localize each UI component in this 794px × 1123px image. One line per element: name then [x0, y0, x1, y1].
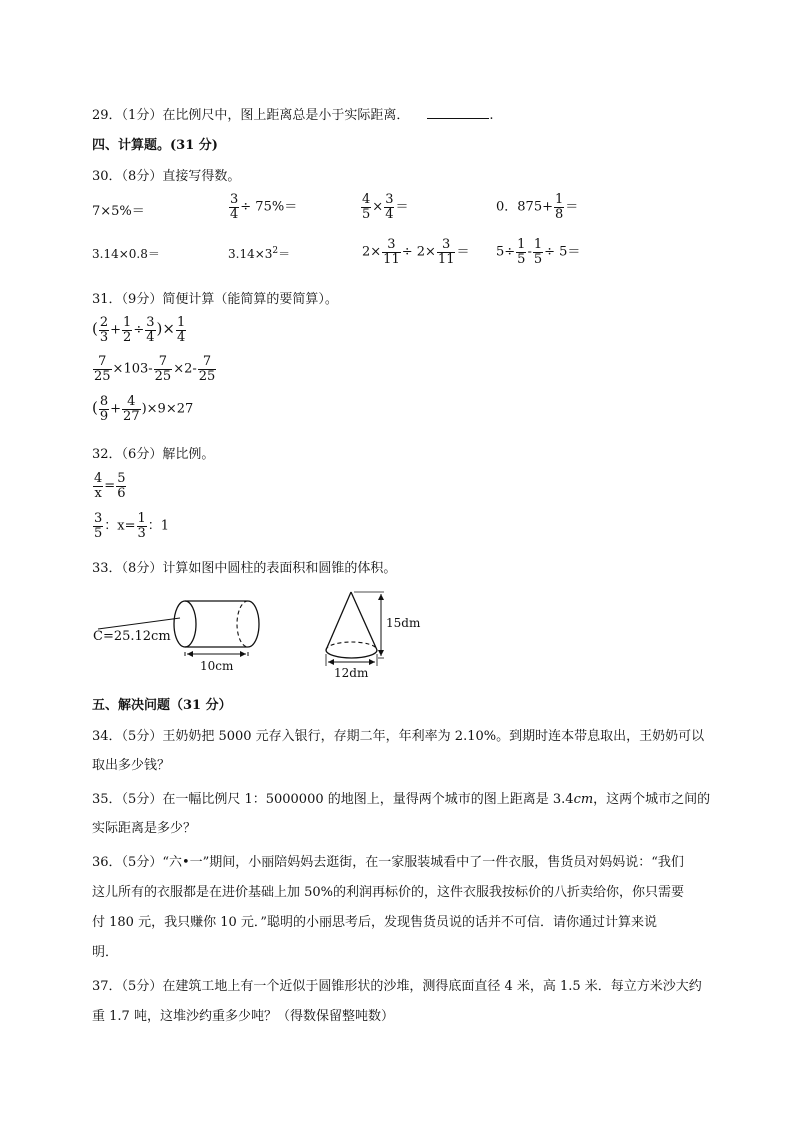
cone-height-label: 15dm: [386, 616, 421, 630]
q30-item-e: 3.14×0.8＝: [92, 247, 160, 261]
question-30-title: 30．（8分）直接写得数。: [92, 169, 241, 184]
fraction: $\frac{7}{25}$: [94, 354, 111, 384]
fraction: $\frac{2}{3}$: [99, 315, 109, 345]
cylinder-length-label: 10cm: [200, 659, 234, 673]
question-36-line-4: 明．: [92, 945, 119, 960]
fraction: $\frac{3}{4}$: [385, 192, 394, 222]
question-33-title: 33．（8分）计算如图中圆柱的表面积和圆锥的体积。: [92, 561, 397, 576]
q30-item-a: 7×5%＝: [92, 204, 145, 219]
question-35-line-2: 实际距离是多少？: [92, 821, 197, 836]
cylinder-cone-figure: [88, 588, 438, 683]
fraction: $\frac{5}{6}$: [117, 471, 126, 501]
fraction: $\frac{1}{8}$: [554, 192, 564, 222]
fraction: $\frac{3}{11}$: [437, 237, 455, 267]
question-29-text: 29．（1分）在比例尺中，图上距离总是小于实际距离．: [92, 108, 410, 123]
fraction: $\frac{7}{25}$: [154, 354, 172, 384]
fraction: $\frac{1}{3}$: [137, 511, 146, 541]
question-36-line-1: 36．（5分）“六•一”期间，小丽陪妈妈去逛街，在一家服装城看中了一件衣服，售货员对妈妈说：“我们: [92, 855, 684, 870]
fraction: $\frac{4}{x}$: [94, 471, 103, 501]
question-37-line-1: 37．（5分）在建筑工地上有一个近似于圆锥形状的沙堆，测得底面直径 4 米，高 1.5 米．每立方米沙大约: [92, 979, 702, 994]
q30-item-h: 5÷ $\frac{1}{5}$ - $\frac{1}{5}$ ÷ 5＝: [496, 237, 581, 267]
question-29-end: .: [489, 108, 494, 123]
fraction: $\frac{3}{4}$: [230, 192, 239, 222]
question-36-line-2: 这儿所有的衣服都是在进价基础上加 50%的利润再标价的，这件衣服我按标价的八折卖给你，你只需要: [92, 885, 685, 900]
q31-expression-1: ( $\frac{2}{3}$ + $\frac{1}{2}$ ÷ $\frac{3}{4}$ )× $\frac{1}{4}$: [92, 315, 186, 345]
q30-item-c: $\frac{4}{5}$ × $\frac{3}{4}$ ＝: [362, 192, 409, 222]
question-29: [92, 104, 493, 123]
fraction: $\frac{1}{4}$: [176, 315, 186, 345]
fraction: $\frac{3}{11}$: [383, 237, 400, 267]
section-5-heading: 五、解决问题（31 分）: [92, 698, 232, 713]
q30-item-g: 2× $\frac{3}{11}$ ÷ 2× $\frac{3}{11}$ ＝: [362, 237, 470, 267]
question-35-line-1: 35．（5分）在一幅比例尺 1：5000000 的地图上，量得两个城市的图上距离是 3.4cm，这两个城市之间的: [92, 792, 711, 807]
section-4-heading: 四、计算题。(31 分): [92, 138, 218, 153]
fraction: $\frac{8}{9}$: [99, 394, 109, 424]
q31-expression-2: $\frac{7}{25}$ ×103- $\frac{7}{25}$ ×2- $\frac{7}{25}$: [94, 354, 216, 384]
fraction: $\frac{3}{5}$: [94, 511, 103, 541]
cylinder-circumference-label: C=25.12cm: [93, 629, 171, 644]
question-34-line-2: 取出多少钱？: [92, 758, 171, 773]
fraction: $\frac{7}{25}$: [198, 354, 216, 384]
fraction: $\frac{1}{5}$: [517, 237, 526, 267]
q32-proportion-1: $\frac{4}{x}$ = $\frac{5}{6}$: [94, 471, 126, 501]
fraction: $\frac{4}{27}$: [123, 394, 140, 424]
question-32-title: 32．（6分）解比例。: [92, 447, 215, 462]
q30-item-f: $3.14\times 3^2=$: [228, 246, 291, 261]
question-31-title: 31．（9分）简便计算（能简算的要简算）。: [92, 292, 338, 307]
fraction: $\frac{4}{5}$: [362, 192, 371, 222]
q32-proportion-2: $\frac{3}{5}$ ：x= $\frac{1}{3}$ ：1: [94, 511, 170, 541]
cone-diameter-label: 12dm: [334, 666, 369, 680]
cone-icon: [326, 592, 384, 666]
question-36-line-3: 付 180 元，我只赚你 10 元．”聪明的小丽思考后，发现售货员说的话并不可信．请你通过计算来说: [92, 915, 658, 930]
q30-item-d: 0．875+ $\frac{1}{8}$ ＝: [496, 192, 579, 222]
q31-expression-3: ( $\frac{8}{9}$ + $\frac{4}{27}$ )×9×27: [92, 394, 194, 424]
q30-item-b: $\frac{3}{4}$ ÷ 75%＝: [230, 192, 298, 222]
fraction: $\frac{3}{4}$: [146, 315, 155, 345]
question-37-line-2: 重 1.7 吨，这堆沙约重多少吨？（得数保留整吨数）: [92, 1009, 394, 1024]
fraction: $\frac{1}{5}$: [533, 237, 543, 267]
question-34-line-1: 34．（5分）王奶奶把 5000 元存入银行，存期二年，年利率为 2.10%。到期时连本带息取出，王奶奶可以: [92, 729, 705, 744]
answer-blank[interactable]: [427, 117, 489, 119]
fraction: $\frac{1}{2}$: [123, 315, 132, 345]
